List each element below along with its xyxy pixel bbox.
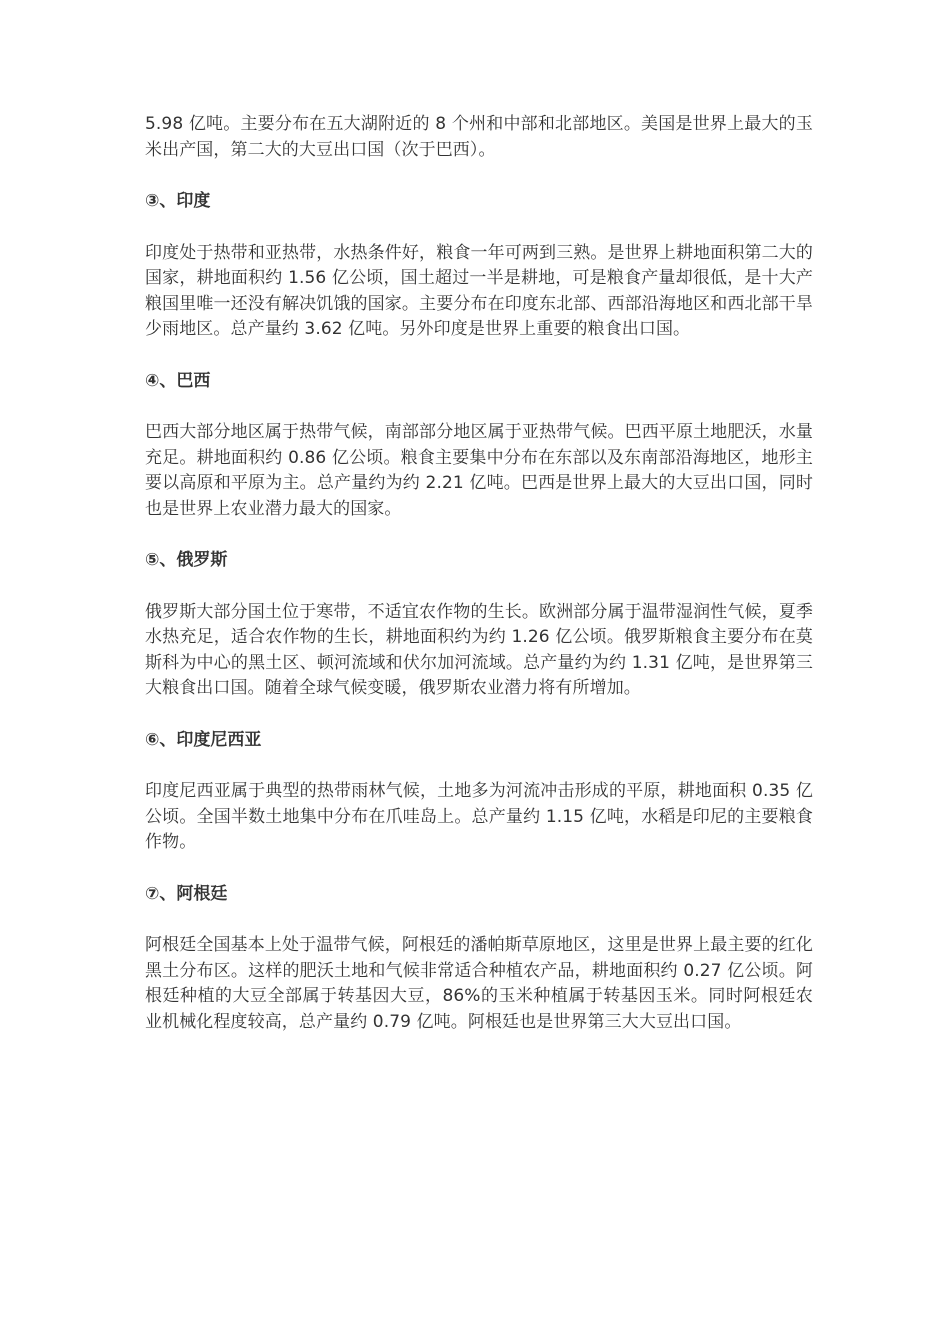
document-page (145, 112, 813, 1035)
section-paragraph-indonesia: 印度尼西亚属于典型的热带雨林气候，土地多为河流冲击形成的平原，耕地面积 0.35 亿公顷。全国半数土地集中分布在爪哇岛上。总产量约 1.15 亿吨，水稻是印尼的主要粮食作物。 (145, 781, 813, 852)
section-paragraph-brazil: 巴西大部分地区属于热带气候，南部部分地区属于亚热带气候。巴西平原土地肥沃，水量充足。耕地面积约 0.86 亿公顷。粮食主要集中分布在东部以及东南部沿海地区，地形主要以高原和平原为主。总产量约为约 2.21 亿吨。巴西是世界上最大的大豆出口国，同时也是世界上农业潜力最大的国家。 (145, 422, 813, 519)
section-heading-brazil: ④、巴西 (145, 370, 211, 391)
section-paragraph-russia: 俄罗斯大部分国土位于寒带，不适宜农作物的生长。欧洲部分属于温带湿润性气候，夏季水热充足，适合农作物的生长，耕地面积约为约 1.26 亿公顷。俄罗斯粮食主要分布在莫斯科为中心的黑土区、顿河流域和伏尔加河流域。总产量约为约 1.31 亿吨，是世界第三大粮食出口国。随着全球气候变暖，俄罗斯农业潜力将有所增加。 (145, 601, 813, 698)
intro-paragraph: 5.98 亿吨。主要分布在五大湖附近的 8 个州和中部和北部地区。美国是世界上最大的玉米出产国，第二大的大豆出口国（次于巴西）。 (145, 114, 813, 160)
section-paragraph-argentina: 阿根廷全国基本上处于温带气候，阿根廷的潘帕斯草原地区，这里是世界上最主要的红化黑土分布区。这样的肥沃土地和气候非常适合种植农产品，耕地面积约 0.27 亿公顷。阿根廷种植的大豆全部属于转基因大豆，86%的玉米种植属于转基因玉米。同时阿根廷农业机械化程度较高，总产量约 0.79 亿吨。阿根廷也是世界第三大大豆出口国。 (145, 935, 813, 1032)
section-heading-india: ③、印度 (145, 191, 211, 211)
section-heading-russia: ⑤、俄罗斯 (145, 550, 228, 570)
section-paragraph-india: 印度处于热带和亚热带，水热条件好，粮食一年可两到三熟。是世界上耕地面积第二大的国家，耕地面积约 1.56 亿公顷，国土超过一半是耕地，可是粮食产量却很低，是十大产粮国里唯一还没有解决饥饿的国家。主要分布在印度东北部、西部沿海地区和西北部干旱少雨地区。总产量约 3.62 亿吨。另外印度是世界上重要的粮食出口国。 (145, 242, 813, 339)
section-heading-argentina: ⑦、阿根廷 (145, 883, 228, 904)
section-heading-indonesia: ⑥、印度尼西亚 (145, 729, 262, 750)
